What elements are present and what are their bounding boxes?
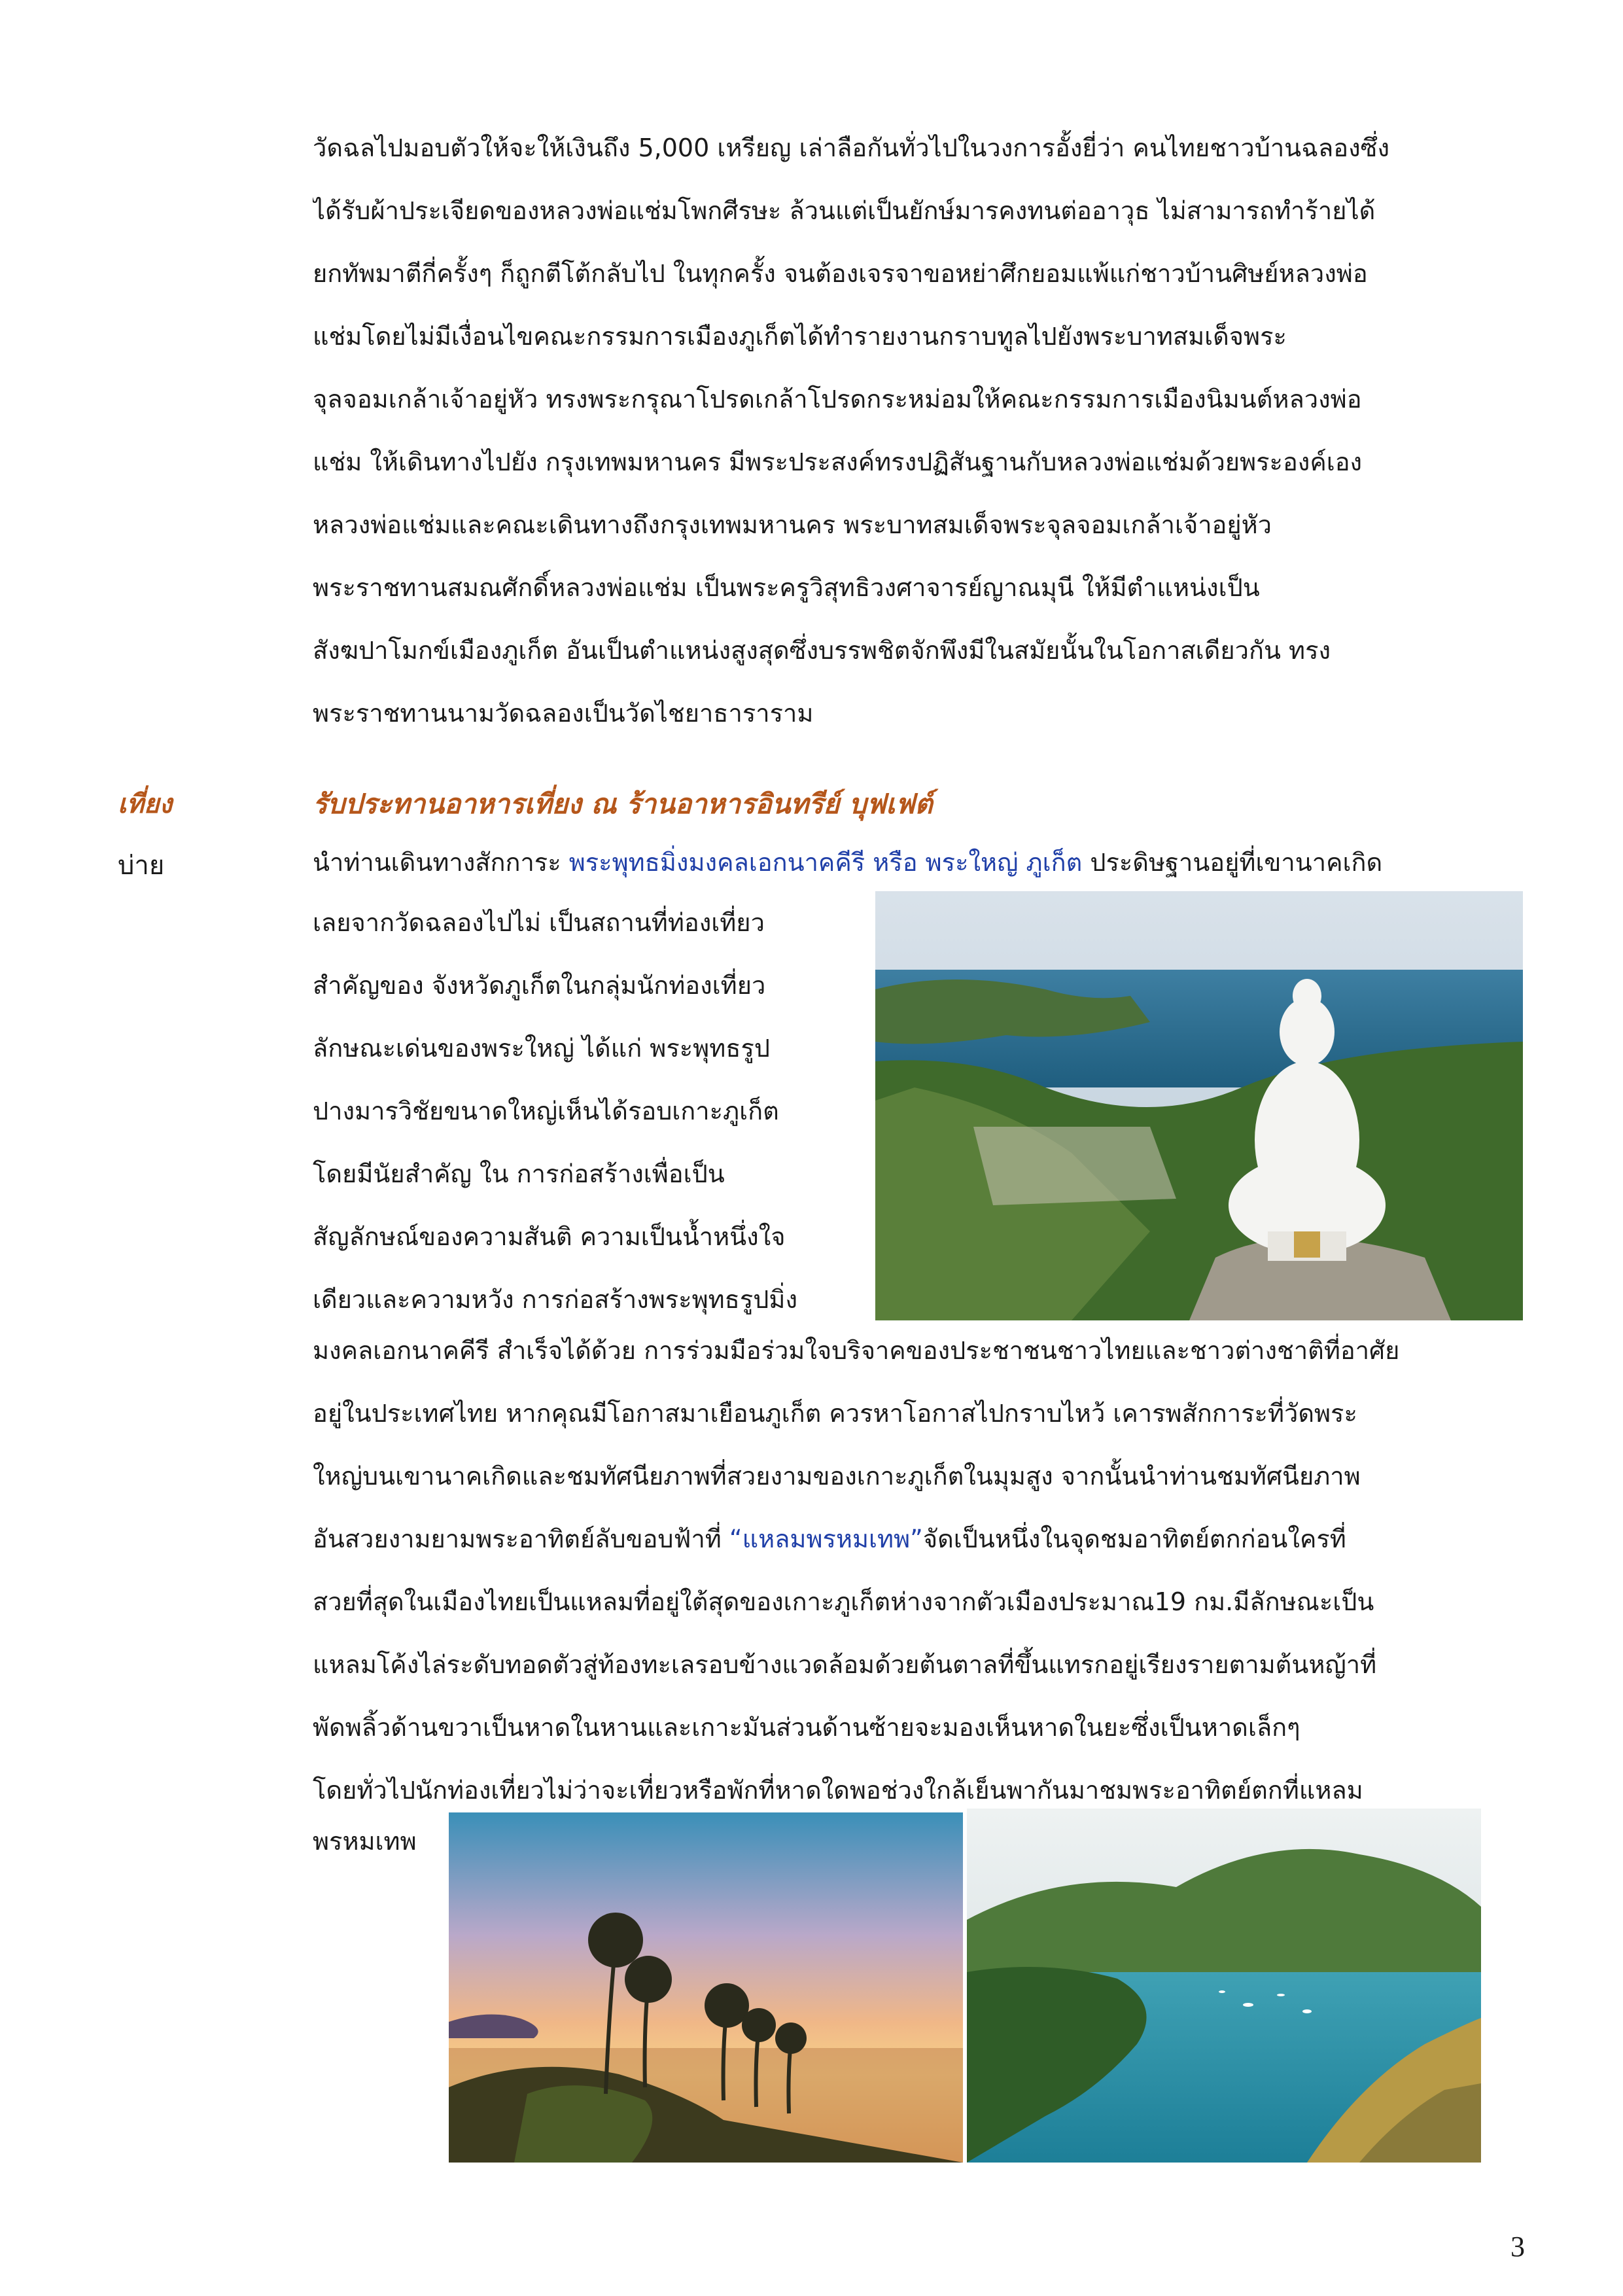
text-line: พระราชทานสมณศักดิ์หลวงพ่อแช่ม เป็นพระครูวิสุทธิวงศาจารย์ญาณมุนี ให้มีตำแหน่งเป็น: [313, 573, 1260, 602]
text-run: อันสวยงามยามพระอาทิตย์ลับขอบฟ้าที่: [313, 1525, 729, 1553]
text-line: หลวงพ่อแช่มและคณะเดินทางถึงกรุงเทพมหานคร พระบาทสมเด็จพระจุลจอมเกล้าเจ้าอยู่หัว: [313, 510, 1272, 539]
text-line: จุลจอมเกล้าเจ้าอยู่หัว ทรงพระกรุณาโปรดเกล้าโปรดกระหม่อมให้คณะกรรมการเมืองนิมนต์หลวงพ่อ: [313, 385, 1362, 414]
text-line: อยู่ในประเทศไทย หากคุณมีโอกาสมาเยือนภูเก็ต ควรหาโอกาสไปกราบไหว้ เคารพสักการะที่วัดพระ: [313, 1399, 1357, 1428]
text-run: ประดิษฐานอยู่ที่เขานาคเกิด: [1082, 848, 1383, 877]
afternoon-paragraph: [313, 1319, 1516, 1822]
big-buddha-link-text: พระพุทธมิ่งมงคลเอกนาคคีรี หรือ พระใหญ่ ภูเก็ต: [568, 848, 1083, 877]
text-line: สำคัญของ จังหวัดภูเก็ตในกลุ่มนักท่องเที่ยว: [313, 971, 766, 1000]
text-line: ใหญ่บนเขานาคเกิดและชมทัศนียภาพที่สวยงามของเกาะภูเก็ตในมุมสูง จากนั้นนำท่านชมทัศนียภาพ: [313, 1462, 1361, 1491]
text-line: วัดฉลไปมอบตัวให้จะให้เงินถึง 5,000 เหรียญ เล่าลือกันทั่วไปในวงการอั้งยี่ว่า คนไทยชาวบ้านฉลองซึ่ง: [313, 133, 1390, 162]
sunset-promthep-photo: [449, 1812, 963, 2163]
text-line: ลักษณะเด่นของพระใหญ่ ได้แก่ พระพุทธรูป: [313, 1034, 770, 1063]
text-line: แหลมโค้งไล่ระดับทอดตัวสู่ท้องทะเลรอบข้างแวดล้อมด้วยต้นตาลที่ขึ้นแทรกอยู่เรียงรายตามต้นหญ้าที่: [313, 1650, 1377, 1679]
text-line: แช่ม ให้เดินทางไปยัง กรุงเทพมหานคร มีพระประสงค์ทรงปฏิสันฐานกับหลวงพ่อแช่มด้วยพระองค์เอง: [313, 448, 1363, 476]
text-run: นำท่านเดินทางสักการะ: [313, 848, 569, 877]
wrapped-paragraph: [313, 891, 888, 1331]
lunch-heading: รับประทานอาหารเที่ยง ณ ร้านอาหารอินทรีย์ บุฟเฟต์: [313, 788, 933, 820]
text-line: เลยจากวัดฉลองไปไม่ เป็นสถานที่ท่องเที่ยว: [313, 908, 765, 937]
text-line: สวยที่สุดในเมืองไทยเป็นแหลมที่อยู่ใต้สุดของเกาะภูเก็ตห่างจากตัวเมืองประมาณ19 กม.มีลักษณะเป็น: [313, 1587, 1374, 1616]
text-line: ได้รับผ้าประเจียดของหลวงพ่อแช่มโพกศีรษะ ล้วนแต่เป็นยักษ์มารคงทนต่ออาวุธ ไม่สามารถทำร้ายได้: [313, 196, 1376, 225]
promthep-link-text: “แหลมพรหมเทพ”: [729, 1525, 923, 1553]
text-line: [313, 1508, 1516, 1570]
text-line: สังฆปาโมกข์เมืองภูเก็ต อันเป็นตำแหน่งสูงสุดซึ่งบรรพชิตจักพึงมีในสมัยนั้นในโอกาสเดียวกัน ทรง: [313, 636, 1331, 665]
afternoon-time-label: บ่าย: [118, 851, 165, 881]
text-line: สัญลักษณ์ของความสันติ ความเป็นน้ำหนึ่งใจ: [313, 1222, 786, 1251]
text-line: โดยทั่วไปนักท่องเที่ยวไม่ว่าจะเที่ยวหรือพักที่หาดใดพอช่วงใกล้เย็นพากันมาชมพระอาทิตย์ตกที่แหลม: [313, 1776, 1363, 1805]
text-line: ปางมารวิชัยขนาดใหญ่เห็นได้รอบเกาะภูเก็ต: [313, 1097, 779, 1125]
big-buddha-photo: [875, 891, 1523, 1320]
text-run: จัดเป็นหนึ่งในจุดชมอาทิตย์ตกก่อนใครที่: [922, 1525, 1346, 1553]
text-line: มงคลเอกนาคคีรี สำเร็จได้ด้วย การร่วมมือร่วมใจบริจาคของประชาชนชาวไทยและชาวต่างชาติที่อาศัย: [313, 1336, 1400, 1365]
text-line: พรหมเทพ: [313, 1827, 417, 1856]
text-line: แช่มโดยไม่มีเงื่อนไขคณะกรรมการเมืองภูเก็ตได้ทำรายงานกราบทูลไปยังพระบาทสมเด็จพระ: [313, 322, 1287, 351]
text-line: พัดพลิ้วด้านขวาเป็นหาดในหานและเกาะมันส่วนด้านซ้ายจะมองเห็นหาดในยะซึ่งเป็นหาดเล็กๆ: [313, 1713, 1300, 1742]
page-number: 3: [1510, 2231, 1525, 2263]
text-line: [313, 831, 1516, 894]
afternoon-first-line: [313, 831, 1516, 894]
lunch-time-label: เที่ยง: [118, 788, 173, 819]
last-line: [313, 1810, 444, 1873]
text-line: ยกทัพมาตีกี่ครั้งๆ ก็ถูกตีโต้กลับไป ในทุกครั้ง จนต้องเจรจาขอหย่าศึกยอมแพ้แก่ชาวบ้านศิษย์หลวงพ่อ: [313, 259, 1368, 288]
promthep-bay-photo: [967, 1809, 1481, 2163]
text-line: พระราชทานนามวัดฉลองเป็นวัดไชยาธาราราม: [313, 699, 814, 728]
text-line: โดยมีนัยสำคัญ ใน การก่อสร้างเพื่อเป็น: [313, 1159, 725, 1188]
intro-paragraph: [313, 116, 1516, 745]
text-line: เดียวและความหวัง การก่อสร้างพระพุทธรูปมิ่ง: [313, 1285, 797, 1314]
